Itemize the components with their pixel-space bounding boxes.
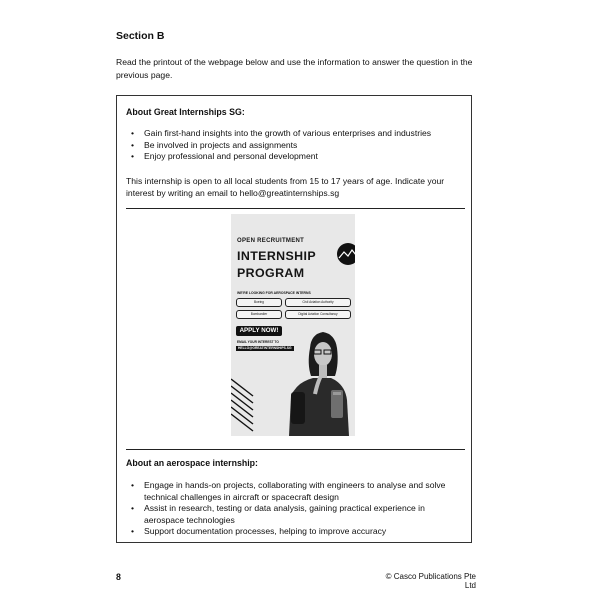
about-aerospace-heading: About an aerospace internship: [126, 458, 258, 468]
list-item: • Assist in research, testing or data analysis, gaining practical experience in aerospace technologies [126, 503, 456, 526]
poster-kicker: OPEN RECRUITMENT [237, 238, 305, 244]
eligibility-paragraph: This internship is open to all local students from 15 to 17 years of age. Indicate your interest by writing an email to hello@greatinternships.sg [126, 176, 445, 198]
apply-now-badge: APPLY NOW! [236, 326, 282, 336]
student-photo-icon [289, 332, 349, 436]
list-item: • Support documentation processes, helping to improve accuracy [126, 526, 456, 538]
company-chip: Boeing [236, 298, 282, 307]
company-chip: Bombardier [236, 310, 282, 319]
poster-title-line1: INTERNSHIP [237, 249, 317, 263]
poster-looking-for: WE'RE LOOKING FOR AEROSPACE INTERNS [237, 291, 311, 295]
section-title: Section B [116, 30, 165, 42]
poster-graphics [231, 214, 355, 436]
company-chip: Civil Aviation Authority [285, 298, 351, 307]
list-item: • Gain first-hand insights into the growth of various enterprises and industries [126, 128, 431, 140]
list-item: • Be involved in projects and assignments [126, 140, 431, 152]
poster-email: HELLO@GREATINTERNSHIPS.SG [238, 346, 292, 350]
about-company-heading: About Great Internships SG: [126, 107, 245, 117]
poster-email-label: EMAIL YOUR INTEREST TO [237, 340, 279, 344]
page-number: 8 [116, 572, 121, 582]
list-item: • Enjoy professional and personal development [126, 151, 431, 163]
list-item: • Engage in hands-on projects, collaborating with engineers to analyse and solve technical challenges in aircraft or spacecraft design [126, 480, 456, 503]
publisher-credit: © Casco Publications Pte Ltd [385, 572, 476, 590]
intro-text: Read the printout of the webpage below and use the information to answer the question in the previous page. [116, 57, 473, 80]
poster-title-line2: PROGRAM [237, 266, 305, 280]
divider [126, 449, 465, 450]
diagonal-lines-icon [231, 379, 253, 431]
recruitment-poster [231, 214, 355, 436]
about-aerospace-list [126, 480, 456, 538]
about-company-list [126, 128, 431, 163]
divider [126, 208, 465, 209]
emblem-icon [337, 243, 355, 265]
webpage-printout-box [116, 95, 472, 543]
company-chip: Digital Aviation Consultancy [285, 310, 351, 319]
